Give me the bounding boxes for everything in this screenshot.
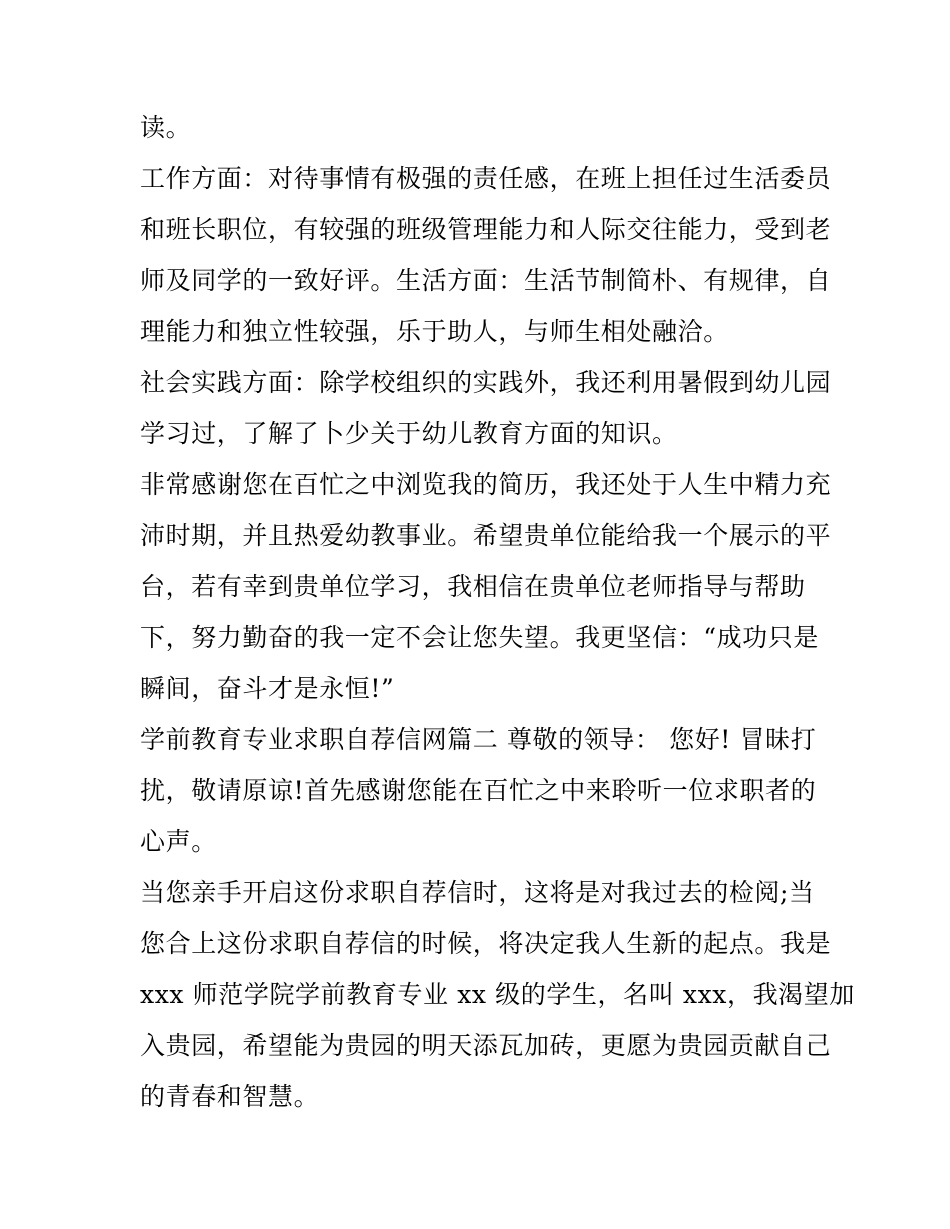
text-line: 台，若有幸到贵单位学习，我相信在贵单位老师指导与帮助 xyxy=(140,572,806,601)
text-line: 工作方面：对待事情有极强的责任感，在班上担任过生活委员 xyxy=(140,164,832,193)
text-line: 学习过，了解了卜少关于幼儿教育方面的知识。 xyxy=(140,419,678,448)
text-line: xxx 师范学院学前教育专业 xx 级的学生，名叫 xxx，我渴望加 xyxy=(140,980,855,1009)
paragraph-letter-two-greeting xyxy=(140,714,820,867)
text-line: 下，努力勤奋的我一定不会让您失望。我更坚信：“成功只是 xyxy=(140,623,819,652)
text-line: 学前教育专业求职自荐信网篇二 尊敬的领导： 您好! 冒昧打 xyxy=(140,725,817,754)
text-line: 心声。 xyxy=(140,827,217,856)
text-line: 瞬间，奋斗才是永恒!” xyxy=(140,674,395,703)
text-line: 非常感谢您在百忙之中浏览我的简历，我还处于人生中精力充 xyxy=(140,470,832,499)
text-line: 入贵园，希望能为贵园的明天添瓦加砖，更愿为贵园贡献自己 xyxy=(140,1031,832,1060)
text-line: 的青春和智慧。 xyxy=(140,1082,320,1111)
text-line: 您合上这份求职自荐信的时候，将决定我人生新的起点。我是 xyxy=(140,929,832,958)
paragraph-thanks xyxy=(140,459,832,714)
text-line: 和班长职位，有较强的班级管理能力和人际交往能力，受到老 xyxy=(140,215,832,244)
text-line: 沛时期，并且热爱幼教事业。希望贵单位能给我一个展示的平 xyxy=(140,521,832,550)
text-line: 扰，敬请原谅!首先感谢您能在百忙之中来聆听一位求职者的 xyxy=(140,776,817,805)
text-line: 社会实践方面：除学校组织的实践外，我还利用暑假到幼儿园 xyxy=(140,368,832,397)
paragraph-work-and-life xyxy=(140,153,832,357)
text-line: 当您亲手开启这份求职自荐信时，这将是对我过去的检阅;当 xyxy=(140,878,815,907)
text-line: 师及同学的一致好评。生活方面：生活节制简朴、有规律，自 xyxy=(140,266,832,295)
paragraph-reading-end xyxy=(140,102,820,153)
paragraph-introduction xyxy=(140,867,855,1122)
paragraph-social-practice xyxy=(140,357,832,459)
text-line: 读。 xyxy=(140,113,192,142)
text-line: 理能力和独立性较强，乐于助人，与师生相处融洽。 xyxy=(140,317,729,346)
document-body xyxy=(140,102,855,1122)
